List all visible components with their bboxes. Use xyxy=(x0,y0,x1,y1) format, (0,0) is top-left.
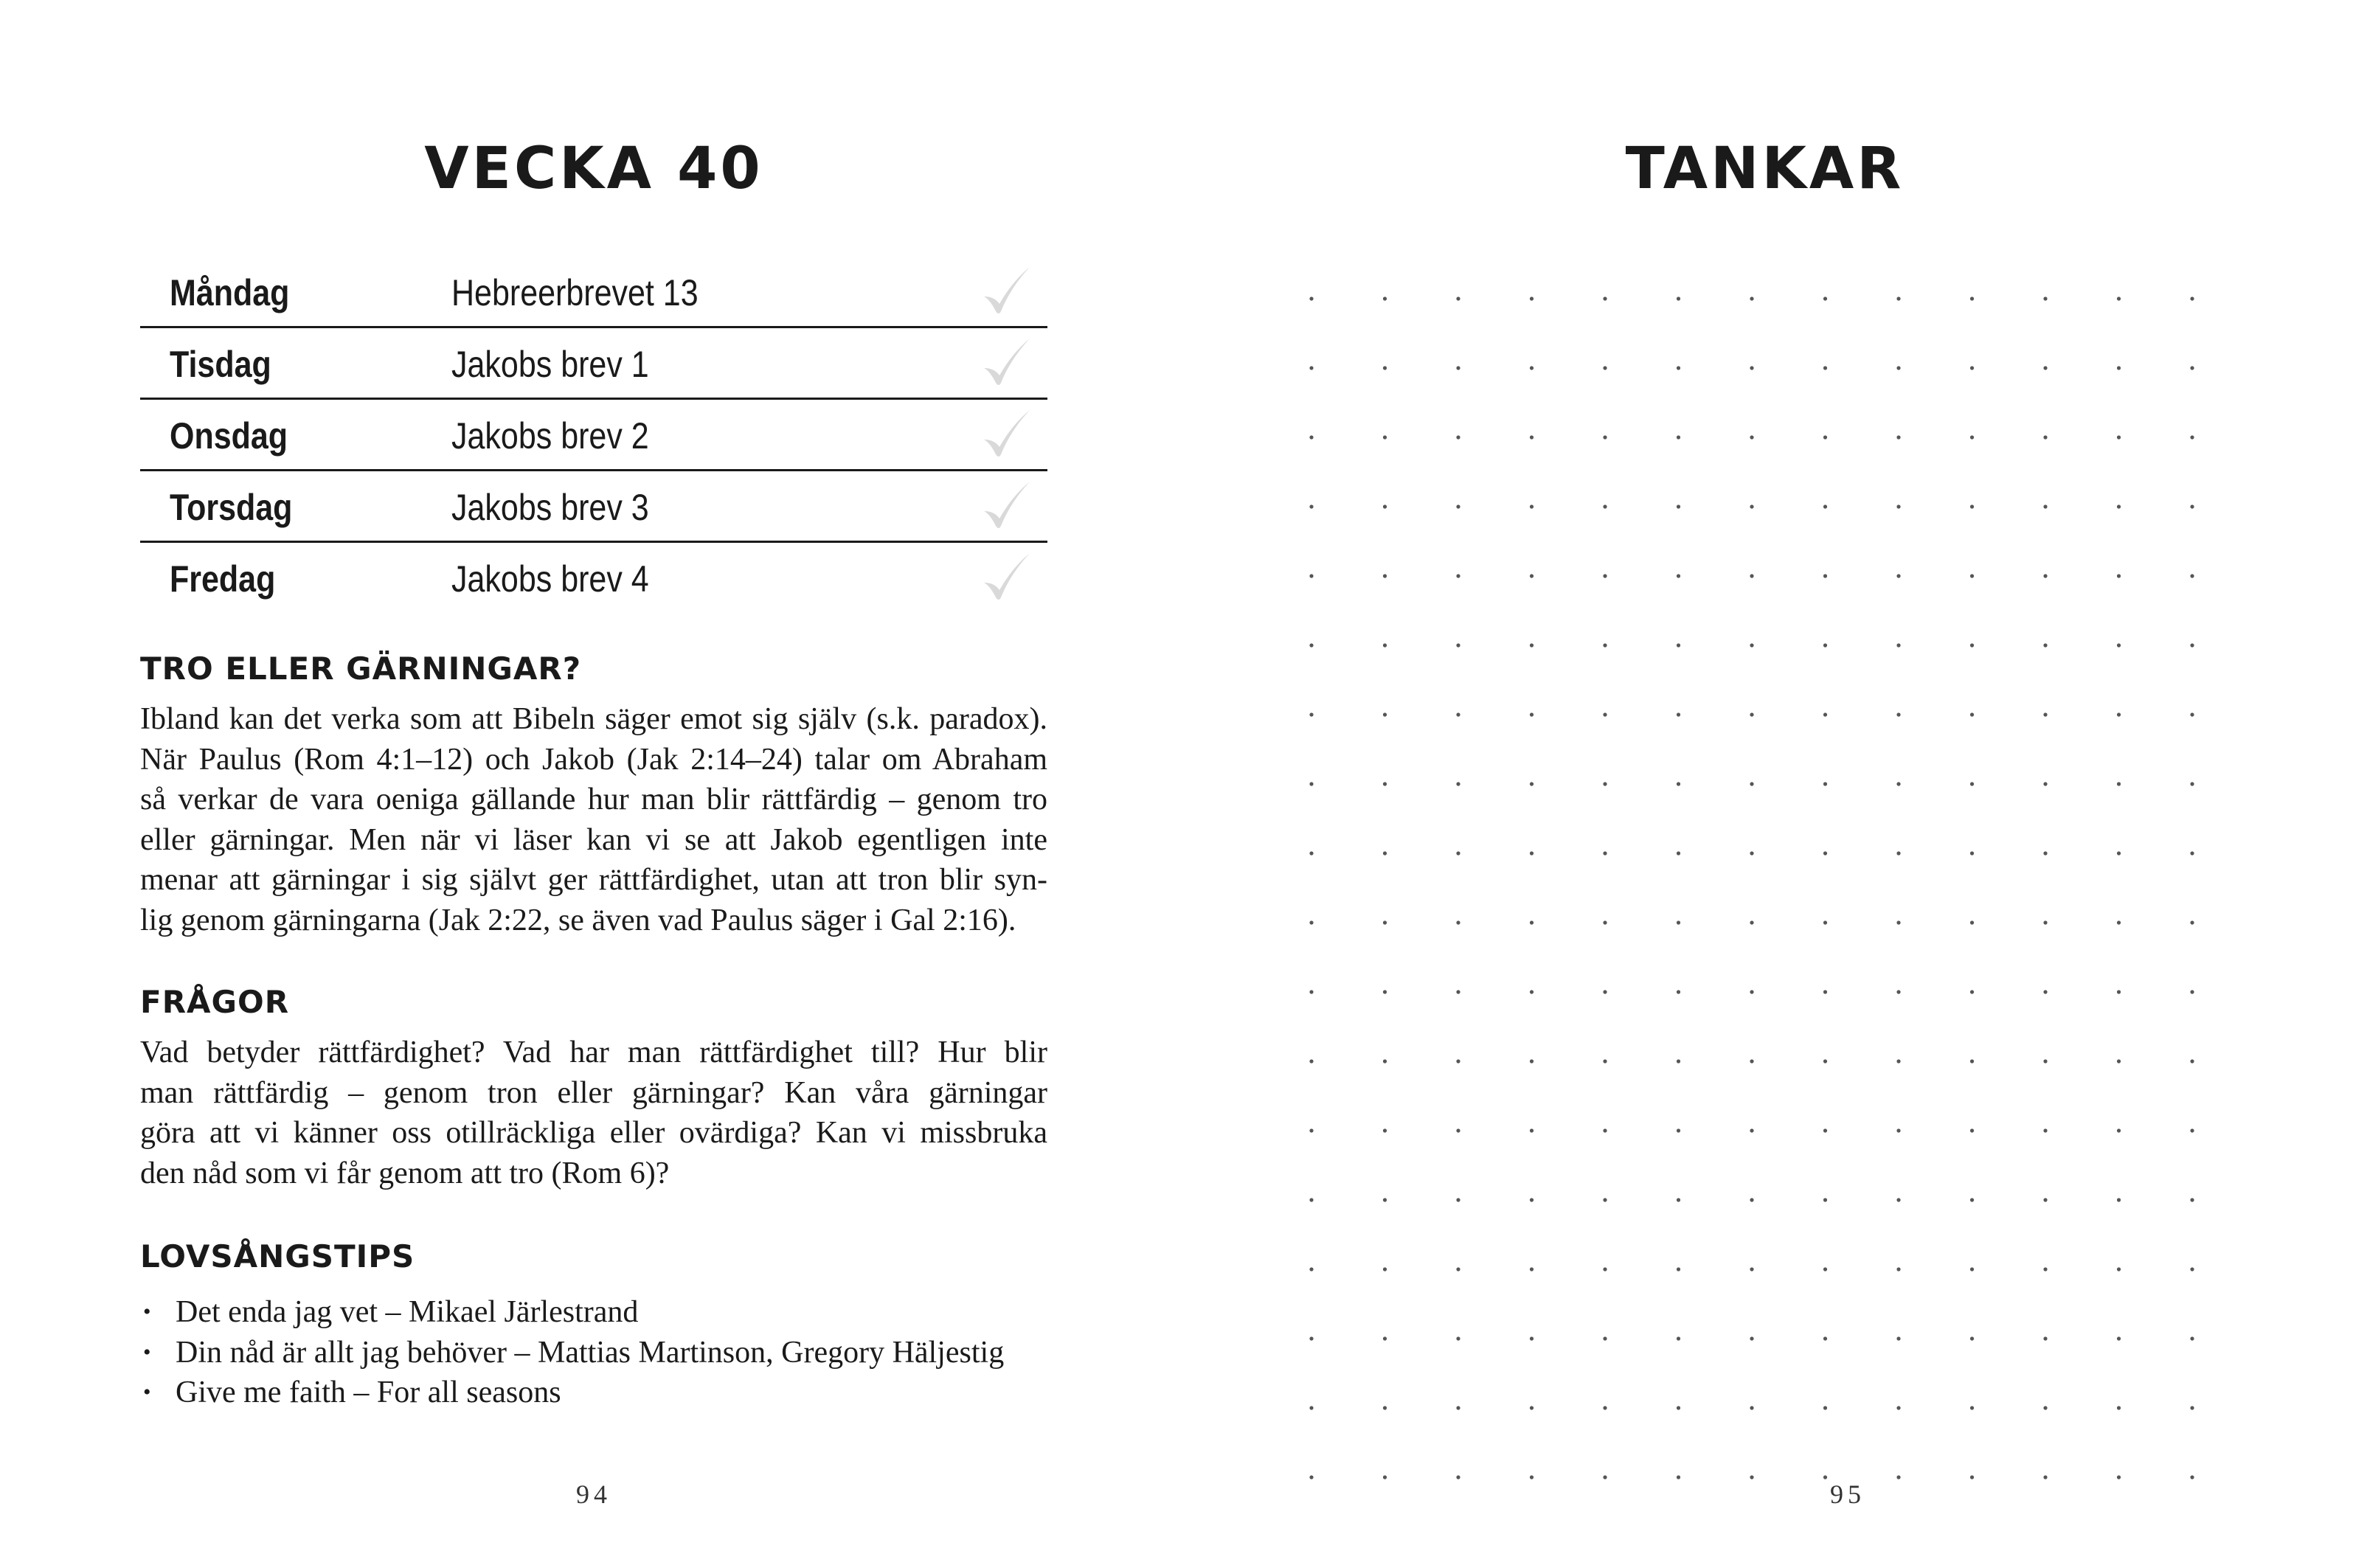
grid-dot xyxy=(1530,1406,1534,1409)
grid-dot xyxy=(2043,712,2047,716)
grid-dot xyxy=(1750,1406,1753,1409)
grid-dot xyxy=(1456,366,1460,370)
grid-dot xyxy=(1456,1128,1460,1132)
grid-dot xyxy=(1750,1059,1753,1063)
worship-tip-text: Det enda jag vet – Mikael Järlestrand xyxy=(176,1295,639,1329)
grid-dot xyxy=(1970,296,1974,300)
grid-dot xyxy=(1530,851,1534,855)
grid-dot xyxy=(1896,1059,1900,1063)
grid-dot xyxy=(1677,435,1680,439)
grid-dot xyxy=(1750,435,1753,439)
grid-dot xyxy=(1823,1406,1827,1409)
worship-tip-item xyxy=(140,1373,1070,1413)
grid-dot xyxy=(2190,1406,2194,1409)
grid-dot xyxy=(2043,574,2047,577)
worship-tip-text: Din nåd är allt jag behöver – Mattias Martinson, Gregory Häljestig xyxy=(176,1335,1005,1370)
grid-dot xyxy=(2043,1128,2047,1132)
grid-dot xyxy=(1309,1198,1313,1201)
schedule-row xyxy=(140,543,1047,612)
grid-dot xyxy=(1750,643,1753,647)
grid-dot xyxy=(1896,1406,1900,1409)
grid-dot xyxy=(1970,1475,1974,1479)
grid-dot xyxy=(1309,920,1313,924)
grid-dot xyxy=(1970,504,1974,508)
section-heading-questions: FRÅGOR xyxy=(140,984,290,1020)
grid-dot xyxy=(1970,920,1974,924)
grid-dot xyxy=(1603,574,1607,577)
text-line: den nåd som vi får genom att tro (Rom 6)? xyxy=(140,1156,670,1190)
grid-dot xyxy=(2190,782,2194,785)
grid-dot xyxy=(1456,504,1460,508)
grid-dot xyxy=(1456,712,1460,716)
grid-dot xyxy=(2043,366,2047,370)
grid-dot xyxy=(1309,1406,1313,1409)
grid-dot xyxy=(2117,851,2121,855)
grid-dot xyxy=(1456,1059,1460,1063)
grid-dot xyxy=(2043,643,2047,647)
grid-dot xyxy=(1603,782,1607,785)
grid-dot xyxy=(2190,1198,2194,1201)
grid-dot xyxy=(1309,643,1313,647)
grid-dot xyxy=(1896,1336,1900,1340)
grid-dot xyxy=(2190,920,2194,924)
grid-dot xyxy=(1383,366,1387,370)
grid-dot xyxy=(1530,1475,1534,1479)
grid-dot xyxy=(2190,851,2194,855)
grid-dot xyxy=(1970,1059,1974,1063)
grid-dot xyxy=(1603,643,1607,647)
grid-dot xyxy=(1603,990,1607,993)
grid-dot xyxy=(1823,1336,1827,1340)
grid-dot xyxy=(2190,1475,2194,1479)
grid-dot xyxy=(1896,574,1900,577)
grid-dot xyxy=(1530,574,1534,577)
grid-dot xyxy=(1603,1475,1607,1479)
grid-dot xyxy=(1383,435,1387,439)
grid-dot xyxy=(1677,990,1680,993)
grid-dot xyxy=(1530,504,1534,508)
worship-tip-item xyxy=(140,1333,1070,1373)
reading-schedule xyxy=(140,257,1047,612)
grid-dot xyxy=(2190,990,2194,993)
grid-dot xyxy=(1896,1198,1900,1201)
grid-dot xyxy=(1603,1128,1607,1132)
grid-dot xyxy=(1677,1406,1680,1409)
grid-dot xyxy=(1896,435,1900,439)
grid-dot xyxy=(2190,504,2194,508)
grid-dot xyxy=(1823,366,1827,370)
grid-dot xyxy=(1383,851,1387,855)
grid-dot xyxy=(1677,643,1680,647)
grid-dot xyxy=(2190,574,2194,577)
grid-dot xyxy=(1970,643,1974,647)
grid-dot xyxy=(2117,1475,2121,1479)
schedule-reading: Jakobs brev 4 xyxy=(451,558,649,600)
grid-dot xyxy=(1970,1406,1974,1409)
grid-dot xyxy=(1383,643,1387,647)
grid-dot xyxy=(1530,1267,1534,1271)
grid-dot xyxy=(1456,643,1460,647)
schedule-day: Måndag xyxy=(170,272,290,313)
checkmark-icon[interactable] xyxy=(980,477,1033,536)
thoughts-title: TANKAR xyxy=(1625,136,1905,202)
text-line: så verkar de vara oeniga gällande hur man blir rättfärdig – genom tro xyxy=(140,783,1047,816)
grid-dot xyxy=(1896,851,1900,855)
grid-dot xyxy=(1309,712,1313,716)
grid-dot xyxy=(1750,574,1753,577)
grid-dot xyxy=(1896,366,1900,370)
grid-dot xyxy=(2043,1059,2047,1063)
grid-dot xyxy=(1456,1406,1460,1409)
grid-dot xyxy=(1750,990,1753,993)
text-line: lig genom gärningarna (Jak 2:22, se även vad Paulus säger i Gal 2:16). xyxy=(140,903,1016,937)
grid-dot xyxy=(1970,1198,1974,1201)
grid-dot xyxy=(1970,1128,1974,1132)
grid-dot xyxy=(1677,851,1680,855)
bullet-icon: • xyxy=(143,1380,151,1404)
grid-dot xyxy=(1970,1336,1974,1340)
grid-dot xyxy=(1456,296,1460,300)
worship-tip-text: Give me faith – For all seasons xyxy=(176,1376,561,1409)
grid-dot xyxy=(1896,504,1900,508)
grid-dot xyxy=(1896,296,1900,300)
grid-dot xyxy=(1677,1198,1680,1201)
page-number-right: 95 xyxy=(1830,1479,1865,1509)
grid-dot xyxy=(2043,435,2047,439)
text-line: göra att vi känner oss otillräckliga eller ovärdiga? Kan vi missbruka xyxy=(140,1116,1047,1150)
schedule-reading: Hebreerbrevet 13 xyxy=(451,272,699,313)
grid-dot xyxy=(2043,920,2047,924)
grid-dot xyxy=(1530,990,1534,993)
grid-dot xyxy=(1823,1128,1827,1132)
grid-dot xyxy=(1456,1336,1460,1340)
grid-dot xyxy=(1677,366,1680,370)
schedule-day: Onsdag xyxy=(170,415,288,457)
grid-dot xyxy=(1896,1267,1900,1271)
grid-dot xyxy=(1383,296,1387,300)
grid-dot xyxy=(1456,574,1460,577)
grid-dot xyxy=(2117,643,2121,647)
schedule-day: Fredag xyxy=(170,558,276,600)
schedule-reading: Jakobs brev 1 xyxy=(451,344,649,385)
grid-dot xyxy=(1603,435,1607,439)
grid-dot xyxy=(2190,1336,2194,1340)
grid-dot xyxy=(1383,1336,1387,1340)
grid-dot xyxy=(1383,1059,1387,1063)
grid-dot xyxy=(2043,1475,2047,1479)
grid-dot xyxy=(1309,574,1313,577)
grid-dot xyxy=(2190,435,2194,439)
grid-dot xyxy=(1383,574,1387,577)
grid-dot xyxy=(1603,1198,1607,1201)
grid-dot xyxy=(1383,1128,1387,1132)
grid-dot xyxy=(2117,712,2121,716)
schedule-row xyxy=(140,257,1047,328)
text-line: Vad betyder rättfärdighet? Vad har man rättfärdighet till? Hur blir xyxy=(140,1035,1047,1069)
grid-dot xyxy=(1456,990,1460,993)
grid-dot xyxy=(2190,1059,2194,1063)
grid-dot xyxy=(1823,296,1827,300)
grid-dot xyxy=(1603,1336,1607,1340)
grid-dot xyxy=(1456,435,1460,439)
grid-dot xyxy=(1383,1267,1387,1271)
grid-dot xyxy=(1456,1198,1460,1201)
faith-or-works-text xyxy=(140,699,1047,940)
grid-dot xyxy=(1383,920,1387,924)
grid-dot xyxy=(1677,1475,1680,1479)
grid-dot xyxy=(2117,920,2121,924)
grid-dot xyxy=(1309,435,1313,439)
grid-dot xyxy=(1530,1336,1534,1340)
grid-dot xyxy=(1383,1198,1387,1201)
text-line: När Paulus (Rom 4:1–12) och Jakob (Jak 2:14–24) talar om Abraham xyxy=(140,742,1047,777)
grid-dot xyxy=(1750,1336,1753,1340)
grid-dot xyxy=(1896,1128,1900,1132)
checkmark-icon[interactable] xyxy=(980,263,1033,322)
grid-dot xyxy=(1603,920,1607,924)
grid-dot xyxy=(2117,782,2121,785)
grid-dot xyxy=(1750,851,1753,855)
bullet-icon: • xyxy=(143,1300,151,1324)
grid-dot xyxy=(1823,712,1827,716)
grid-dot xyxy=(1309,1336,1313,1340)
section-heading-worship-tips: LOVSÅNGSTIPS xyxy=(140,1238,415,1274)
grid-dot xyxy=(1970,712,1974,716)
grid-dot xyxy=(2043,1336,2047,1340)
grid-dot xyxy=(2117,1406,2121,1409)
grid-dot xyxy=(1970,435,1974,439)
grid-dot xyxy=(1750,504,1753,508)
schedule-row xyxy=(140,400,1047,471)
grid-dot xyxy=(1677,712,1680,716)
grid-dot xyxy=(1530,296,1534,300)
week-title: VECKA 40 xyxy=(424,136,763,202)
grid-dot xyxy=(2043,782,2047,785)
grid-dot xyxy=(1750,296,1753,300)
section-heading-faith-or-works: TRO ELLER GÄRNINGAR? xyxy=(140,651,582,687)
grid-dot xyxy=(2117,296,2121,300)
checkmark-icon[interactable] xyxy=(980,334,1033,393)
schedule-reading: Jakobs brev 3 xyxy=(451,487,649,528)
checkmark-icon[interactable] xyxy=(980,406,1033,465)
schedule-row xyxy=(140,328,1047,400)
grid-dot xyxy=(1530,782,1534,785)
grid-dot xyxy=(1823,1059,1827,1063)
grid-dot xyxy=(2043,504,2047,508)
grid-dot xyxy=(2117,1336,2121,1340)
grid-dot xyxy=(1970,782,1974,785)
grid-dot xyxy=(1603,1406,1607,1409)
grid-dot xyxy=(1750,1267,1753,1271)
grid-dot xyxy=(2117,574,2121,577)
grid-dot xyxy=(1603,712,1607,716)
grid-dot xyxy=(2190,712,2194,716)
grid-dot xyxy=(1603,366,1607,370)
grid-dot xyxy=(1823,990,1827,993)
schedule-day: Tisdag xyxy=(170,344,271,385)
grid-dot xyxy=(1823,1198,1827,1201)
grid-dot xyxy=(1823,920,1827,924)
grid-dot xyxy=(1530,366,1534,370)
grid-dot xyxy=(1456,851,1460,855)
schedule-day: Torsdag xyxy=(170,487,293,528)
grid-dot xyxy=(2043,296,2047,300)
grid-dot xyxy=(1309,1059,1313,1063)
grid-dot xyxy=(1970,1267,1974,1271)
grid-dot xyxy=(1530,920,1534,924)
grid-dot xyxy=(1603,296,1607,300)
grid-dot xyxy=(1603,1059,1607,1063)
text-line: eller gärningar. Men när vi läser kan vi se att Jakob egentligen inte xyxy=(140,822,1047,857)
grid-dot xyxy=(1309,1267,1313,1271)
grid-dot xyxy=(1677,574,1680,577)
worship-tip-item xyxy=(140,1292,1070,1333)
grid-dot xyxy=(1309,990,1313,993)
grid-dot xyxy=(1603,504,1607,508)
grid-dot xyxy=(1677,296,1680,300)
grid-dot xyxy=(1677,1267,1680,1271)
grid-dot xyxy=(1750,920,1753,924)
grid-dot xyxy=(1677,1059,1680,1063)
grid-dot xyxy=(1677,782,1680,785)
grid-dot xyxy=(1896,920,1900,924)
grid-dot xyxy=(1823,782,1827,785)
grid-dot xyxy=(1970,574,1974,577)
grid-dot xyxy=(1383,990,1387,993)
grid-dot xyxy=(1896,782,1900,785)
dot-grid xyxy=(1176,0,2353,1568)
grid-dot xyxy=(1309,296,1313,300)
grid-dot xyxy=(2117,504,2121,508)
grid-dot xyxy=(2117,366,2121,370)
questions-text xyxy=(140,1033,1047,1193)
worship-tips-list xyxy=(140,1292,1070,1413)
grid-dot xyxy=(2117,1128,2121,1132)
grid-dot xyxy=(2043,1406,2047,1409)
grid-dot xyxy=(1750,1198,1753,1201)
grid-dot xyxy=(1823,1267,1827,1271)
grid-dot xyxy=(1970,990,1974,993)
grid-dot xyxy=(1896,990,1900,993)
grid-dot xyxy=(1530,435,1534,439)
grid-dot xyxy=(1603,1267,1607,1271)
grid-dot xyxy=(1677,920,1680,924)
grid-dot xyxy=(1383,782,1387,785)
grid-dot xyxy=(1750,782,1753,785)
grid-dot xyxy=(2117,1198,2121,1201)
grid-dot xyxy=(2117,1059,2121,1063)
page-number-left: 94 xyxy=(576,1479,611,1509)
grid-dot xyxy=(2043,1198,2047,1201)
grid-dot xyxy=(1896,712,1900,716)
grid-dot xyxy=(1530,1059,1534,1063)
text-line: menar att gärningar i sig självt ger rättfärdighet, utan att tron blir syn- xyxy=(140,863,1047,897)
grid-dot xyxy=(1823,504,1827,508)
grid-dot xyxy=(1823,574,1827,577)
grid-dot xyxy=(1677,504,1680,508)
schedule-reading: Jakobs brev 2 xyxy=(451,415,649,457)
grid-dot xyxy=(2190,1267,2194,1271)
grid-dot xyxy=(1677,1128,1680,1132)
grid-dot xyxy=(1750,1475,1753,1479)
grid-dot xyxy=(2190,643,2194,647)
grid-dot xyxy=(2043,851,2047,855)
grid-dot xyxy=(2190,1128,2194,1132)
grid-dot xyxy=(1456,920,1460,924)
grid-dot xyxy=(2117,435,2121,439)
right-page xyxy=(1176,0,2353,1568)
grid-dot xyxy=(1456,1475,1460,1479)
grid-dot xyxy=(2117,1267,2121,1271)
left-page xyxy=(0,0,1176,1568)
grid-dot xyxy=(2190,296,2194,300)
grid-dot xyxy=(2117,990,2121,993)
grid-dot xyxy=(1383,1406,1387,1409)
text-line: Ibland kan det verka som att Bibeln säger emot sig själv (s.k. paradox). xyxy=(140,702,1047,736)
grid-dot xyxy=(1530,1128,1534,1132)
grid-dot xyxy=(1823,643,1827,647)
grid-dot xyxy=(1309,1475,1313,1479)
grid-dot xyxy=(1309,851,1313,855)
grid-dot xyxy=(1309,782,1313,785)
grid-dot xyxy=(1530,643,1534,647)
schedule-row xyxy=(140,471,1047,543)
checkmark-icon[interactable] xyxy=(980,549,1033,608)
bullet-icon: • xyxy=(143,1339,151,1364)
grid-dot xyxy=(1970,366,1974,370)
grid-dot xyxy=(1530,712,1534,716)
grid-dot xyxy=(1603,851,1607,855)
grid-dot xyxy=(1309,1128,1313,1132)
grid-dot xyxy=(2190,366,2194,370)
grid-dot xyxy=(1823,851,1827,855)
grid-dot xyxy=(1383,504,1387,508)
grid-dot xyxy=(1456,1267,1460,1271)
grid-dot xyxy=(2043,990,2047,993)
grid-dot xyxy=(1383,712,1387,716)
grid-dot xyxy=(1309,504,1313,508)
grid-dot xyxy=(1530,1198,1534,1201)
grid-dot xyxy=(1750,1128,1753,1132)
grid-dot xyxy=(1677,1336,1680,1340)
grid-dot xyxy=(1309,366,1313,370)
grid-dot xyxy=(1456,782,1460,785)
grid-dot xyxy=(1383,1475,1387,1479)
grid-dot xyxy=(2043,1267,2047,1271)
grid-dot xyxy=(1823,435,1827,439)
text-line: man rättfärdig – genom tron eller gärningar? Kan våra gärningar xyxy=(140,1075,1047,1110)
grid-dot xyxy=(1970,851,1974,855)
grid-dot xyxy=(1896,643,1900,647)
grid-dot xyxy=(1750,366,1753,370)
grid-dot xyxy=(1750,712,1753,716)
